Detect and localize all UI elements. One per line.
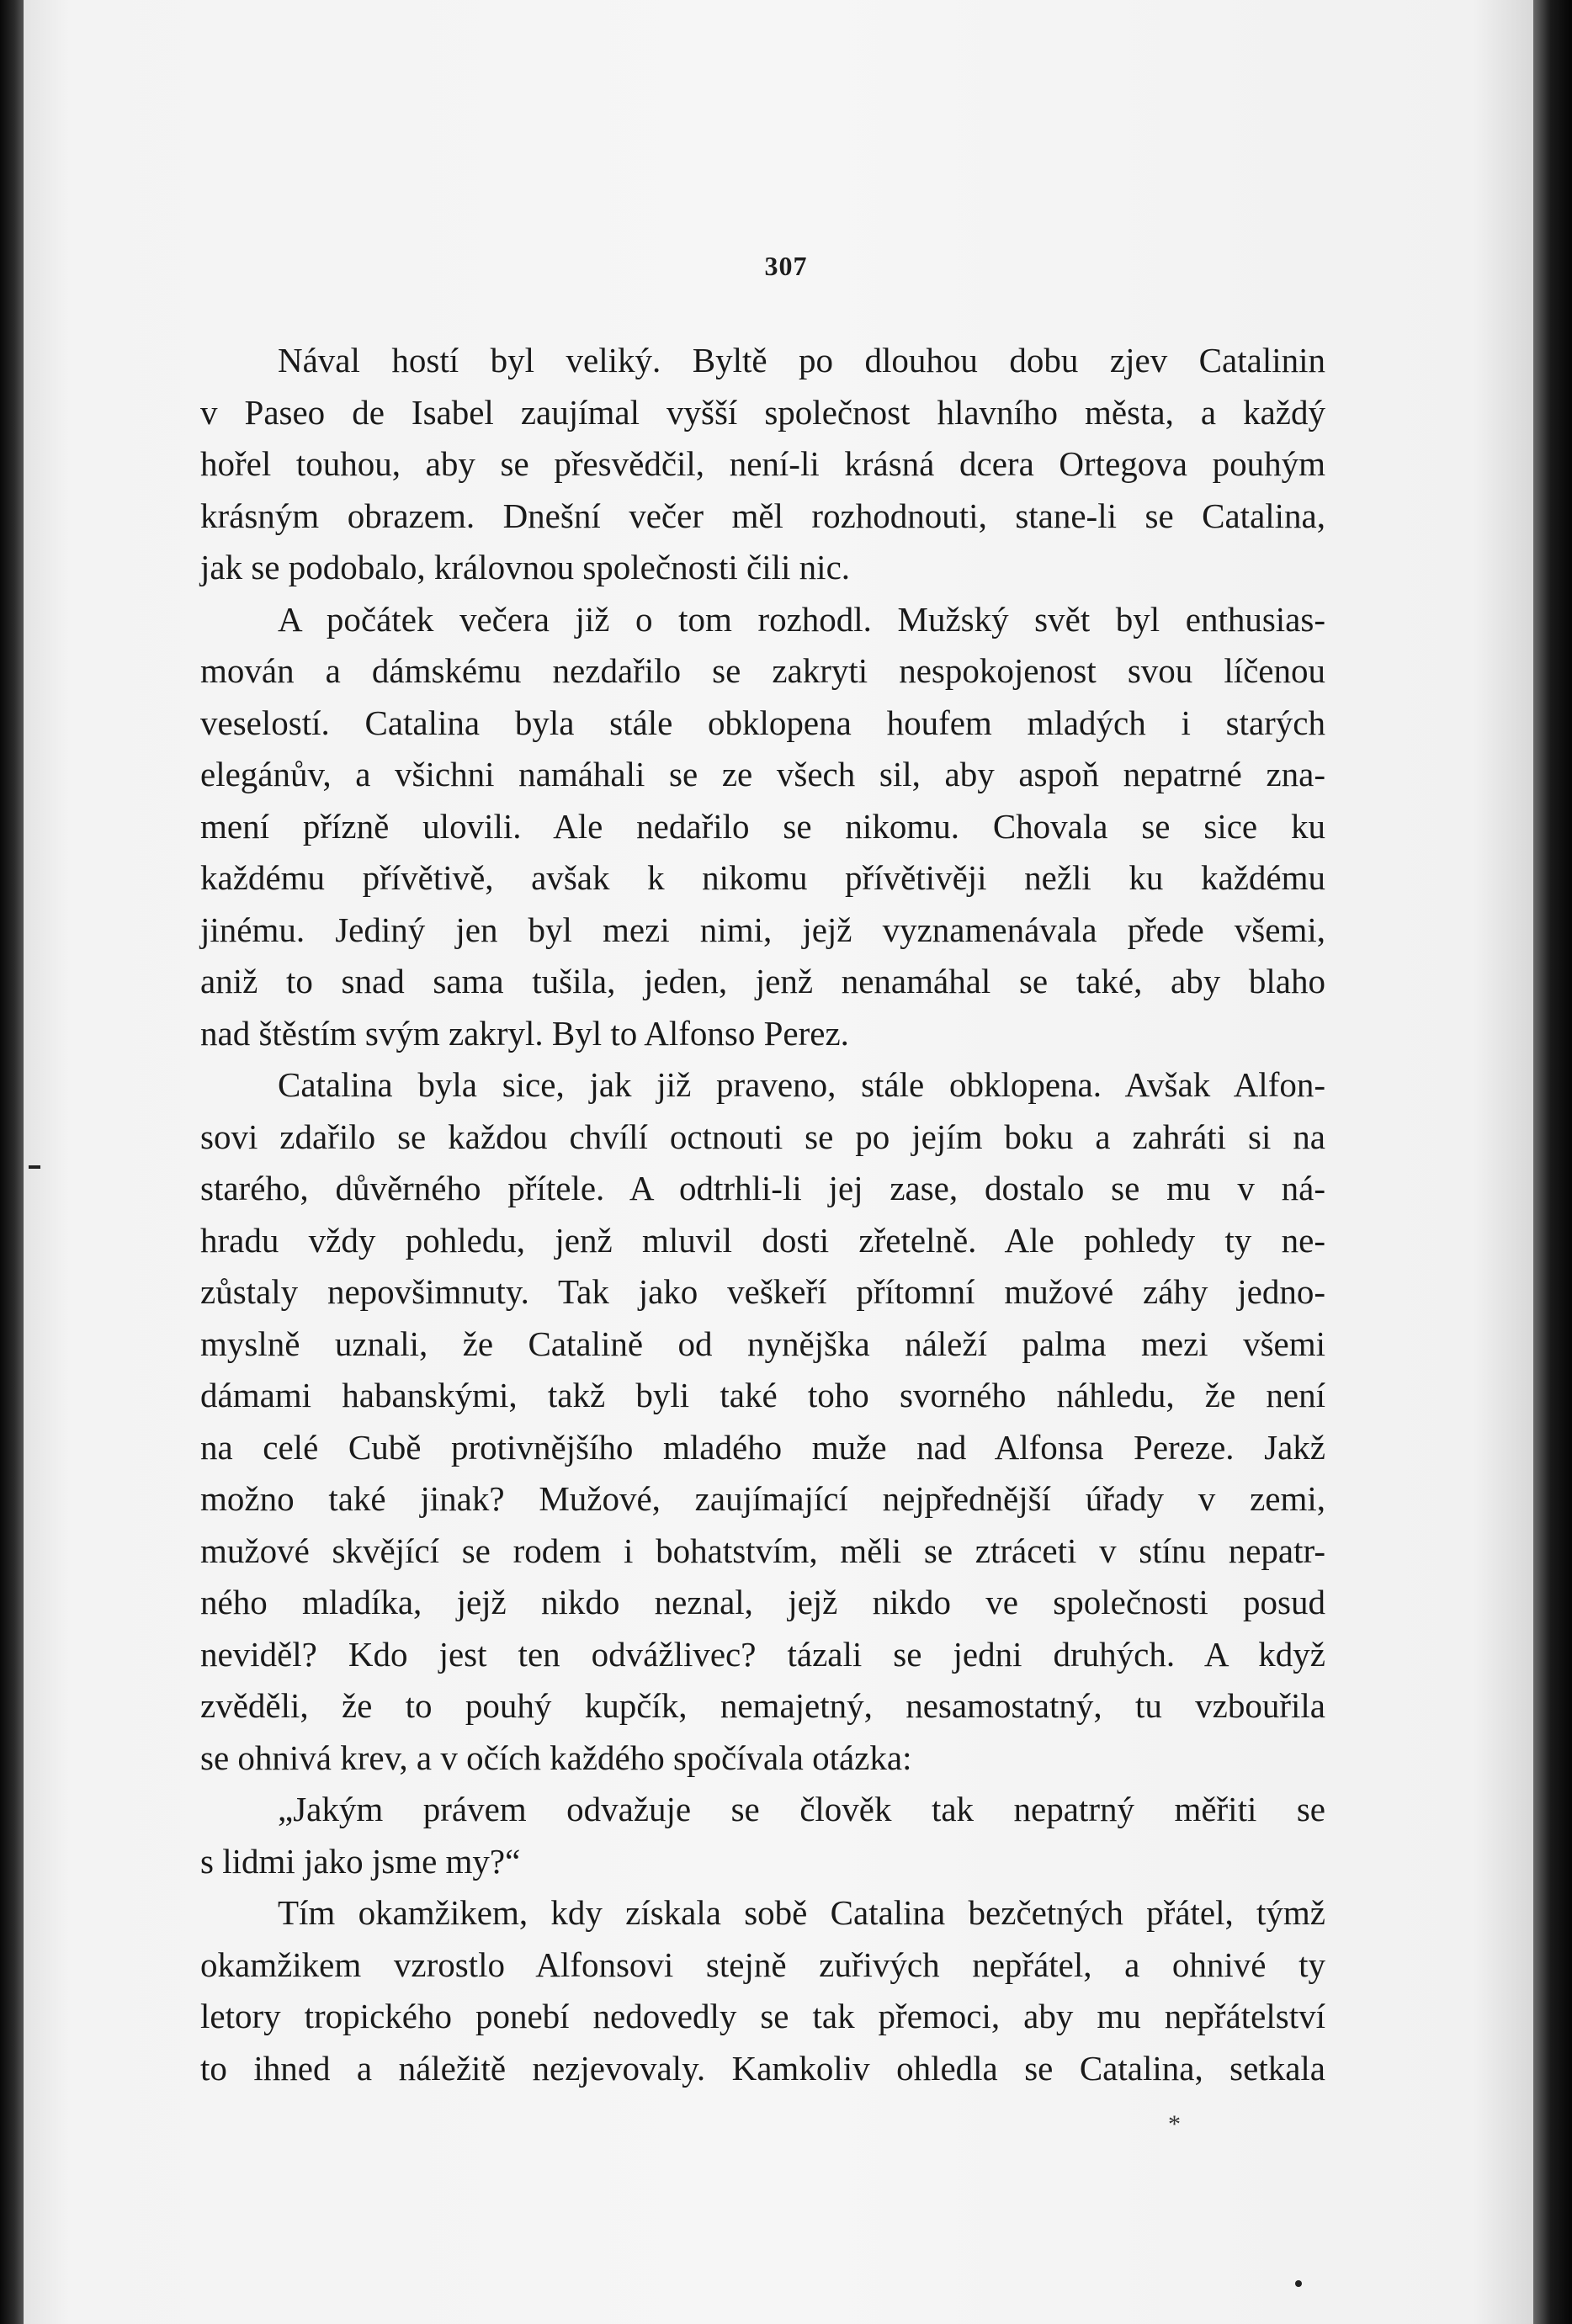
scan-edge-right <box>1533 0 1572 2324</box>
text-line: mužové skvějící se rodem i bohatstvím, měli se ztráceti v stínu nepatr- <box>200 1531 1325 1570</box>
body-text <box>200 335 1325 2094</box>
text-line: „Jakým právem odvažuje se člověk tak nepatrný měřiti se <box>278 1790 1325 1828</box>
text-line: veselostí. Catalina byla stále obklopena houfem mladých i starých <box>200 703 1325 742</box>
text-line: okamžikem vzrostlo Alfonsovi stejně zuřivých nepřátel, a ohnivé ty <box>200 1945 1325 1984</box>
text-line: možno také jinak? Mužové, zaujímající nejpřednější úřady v zemi, <box>200 1479 1325 1518</box>
text-line: zvěděli, že to pouhý kupčík, nemajetný, nesamostatný, tu vzbouřila <box>200 1686 1325 1725</box>
text-line: nad štěstím svým zakryl. Byl to Alfonso Perez. <box>200 1013 849 1053</box>
ink-spot <box>1295 2280 1302 2287</box>
text-line: dámami habanskými, takž byli také toho svorného náhledu, že není <box>200 1376 1325 1414</box>
text-line: krásným obrazem. Dnešní večer měl rozhodnouti, stane-li se Catalina, <box>200 496 1325 535</box>
text-line: mení přízně ulovili. Ale nedařilo se nikomu. Chovala se sice ku <box>200 806 1325 846</box>
text-line: se ohnivá krev, a v očích každého spočívala otázka: <box>200 1738 912 1777</box>
text-line: v Paseo de Isabel zaujímal vyšší společnost hlavního města, a každý <box>200 392 1325 432</box>
signature-mark: * <box>1168 2110 1181 2138</box>
margin-tick-mark <box>29 1165 40 1169</box>
text-line: ného mladíka, jejž nikdo neznal, jejž nikdo ve společnosti posud <box>200 1583 1325 1621</box>
text-line: zůstaly nepovšimnuty. Tak jako veškeří přítomní mužové záhy jedno- <box>200 1272 1325 1311</box>
text-line: každému přívětivě, avšak k nikomu přívětivěji nežli ku každému <box>200 858 1325 897</box>
text-line: jak se podobalo, královnou společnosti čili nic. <box>200 548 851 586</box>
text-line: jinému. Jediný jen byl mezi nimi, jejž vyznamenávala přede všemi, <box>200 910 1325 949</box>
text-line: A počátek večera již o tom rozhodl. Mužský svět byl enthusias- <box>278 599 1325 639</box>
text-line: elegánův, a všichni namáhali se ze všech sil, aby aspoň nepatrné zna- <box>200 755 1325 793</box>
text-line: starého, důvěrného přítele. A odtrhli-li jej zase, dostalo se mu v ná- <box>200 1169 1325 1207</box>
text-line: na celé Cubě protivnějšího mladého muže nad Alfonsa Pereze. Jakž <box>200 1427 1325 1467</box>
scan-edge-left <box>0 0 24 2324</box>
text-line: hořel touhou, aby se přesvědčil, není-li krásná dcera Ortegova pouhým <box>200 444 1325 483</box>
text-line: mován a dámskému nezdařilo se zakryti nespokojenost svou líčenou <box>200 651 1325 690</box>
text-line: letory tropického ponebí nedovedly se tak přemoci, aby mu nepřátelství <box>200 1997 1325 2035</box>
text-line: sovi zdařilo se každou chvílí octnouti se po jejím boku a zahráti si na <box>200 1117 1325 1156</box>
text-line: Catalina byla sice, jak již praveno, stále obklopena. Avšak Alfon- <box>278 1065 1325 1104</box>
text-line: hradu vždy pohledu, jenž mluvil dosti zřetelně. Ale pohledy ty ne- <box>200 1220 1325 1260</box>
text-line: neviděl? Kdo jest ten odvážlivec? tázali se jedni druhých. A když <box>200 1634 1325 1674</box>
text-line: s lidmi jako jsme my?“ <box>200 1841 521 1881</box>
text-line: Tím okamžikem, kdy získala sobě Catalina bezčetných přátel, týmž <box>278 1893 1325 1932</box>
text-line: myslně uznali, že Catalině od nynějška náleží palma mezi všemi <box>200 1324 1325 1363</box>
text-line: Nával hostí byl veliký. Byltě po dlouhou dobu zjev Catalinin <box>278 341 1325 379</box>
page-number: 307 <box>764 251 808 281</box>
text-line: aniž to snad sama tušila, jeden, jenž nenamáhal se také, aby blaho <box>200 962 1325 1000</box>
text-line: to ihned a náležitě nezjevovaly. Kamkoliv ohledla se Catalina, setkala <box>200 2048 1325 2088</box>
